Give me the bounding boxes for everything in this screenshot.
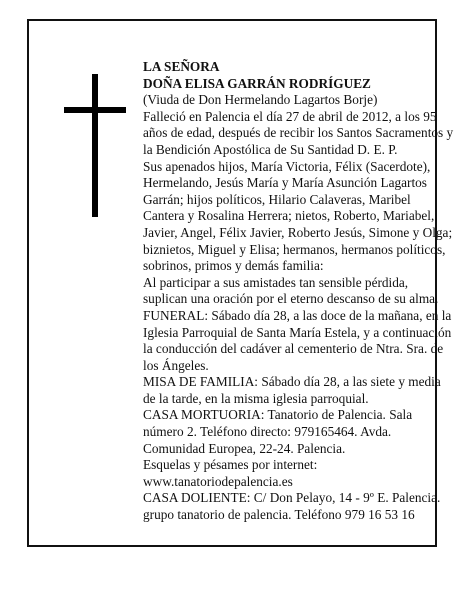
title-line: LA SEÑORA: [143, 59, 220, 74]
family-mass-info: MISA DE FAMILIA: Sábado día 28, a las siete y media de la tarde, en la misma iglesia parroquial.: [143, 374, 441, 406]
death-notice: Falleció en Palencia el día 27 de abril de 2012, a los 95 años de edad, después de recibir los Santos Sacramentos y la Bendición Apostólica de Su Santidad D. E. P.: [143, 108, 454, 157]
obituary-text: [143, 59, 455, 524]
cross-icon: [92, 74, 98, 217]
cross-icon-arm: [64, 107, 126, 113]
family-list: Sus apenados hijos, María Victoria, Félix (Sacerdote), Hermelando, Jesús María y María Asunción Lagartos Garrán; hijos políticos, Hilario Calaveras, Maribel Cantera y Rosalina Herrera; nietos, Roberto, Mariabel, Javier, Angel, Félix Javier, Roberto Jesús, Simone y Olga; biznietos, Miguel y Elisa; hermanos, hermanos políticos, sobrinos, primos y demás familia:: [143, 158, 453, 274]
widow-note: (Viuda de Don Hermelando Lagartos Borje): [143, 92, 378, 108]
funeral-group-contact: grupo tanatorio de palencia. Teléfono 979 16 53 16: [143, 507, 415, 523]
prayer-request: Al participar a sus amistades tan sensible pérdida, suplican una oración por el eterno descanso de su alma.: [143, 274, 439, 307]
mortuary-info: CASA MORTUORIA: Tanatorio de Palencia. Sala número 2. Teléfono directo: 979165464. Avda. Comunidad Europea, 22-24. Palencia.: [143, 407, 413, 456]
mourning-house: CASA DOLIENTE: C/ Don Pelayo, 14 - 9º E. Palencia.: [143, 490, 441, 506]
internet-condolences: Esquelas y pésames por internet: www.tanatoriodepalencia.es: [143, 457, 318, 489]
obituary-frame: [27, 19, 454, 547]
funeral-info: FUNERAL: Sábado día 28, a las doce de la mañana, en la Iglesia Parroquial de Santa María Estela, y a continuación la conducción del cadáver al cementerio de Ntra. Sra. de los Ángeles.: [143, 307, 452, 373]
deceased-name: DOÑA ELISA GARRÁN RODRÍGUEZ: [143, 75, 371, 91]
